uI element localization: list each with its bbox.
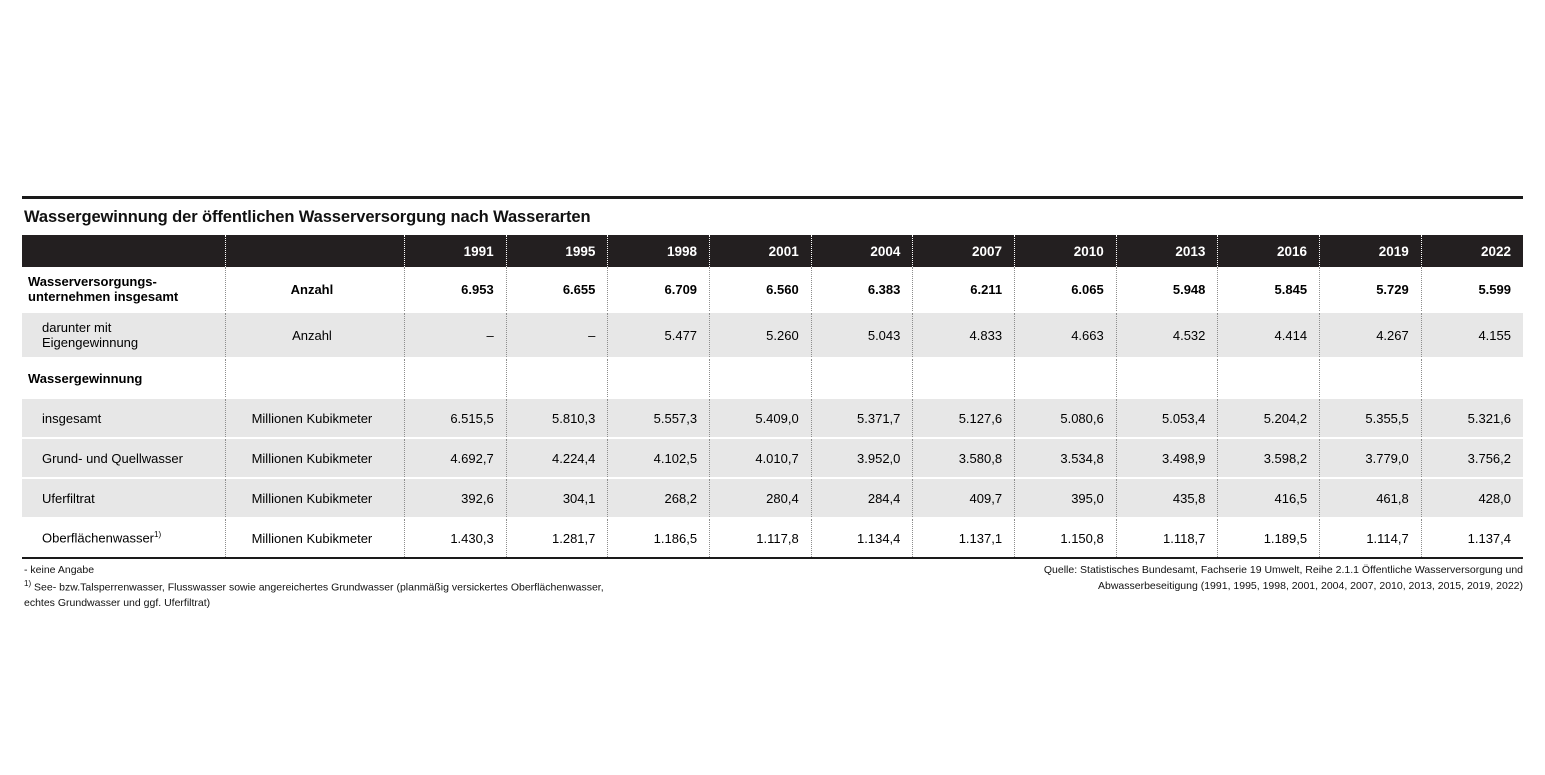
row-unit	[225, 358, 404, 398]
cell-value: 5.260	[710, 312, 812, 358]
cell-value: 1.137,4	[1421, 518, 1523, 557]
cell-value: 395,0	[1015, 478, 1117, 518]
cell-value: 268,2	[608, 478, 710, 518]
row-label-line2: Eigengewinnung	[42, 335, 139, 350]
cell-value: 3.598,2	[1218, 438, 1320, 478]
cell-value: 280,4	[710, 478, 812, 518]
cell-value: 5.948	[1116, 267, 1218, 312]
cell-value: 6.065	[1015, 267, 1117, 312]
cell-value: 5.371,7	[811, 398, 913, 438]
cell-value: 3.498,9	[1116, 438, 1218, 478]
header-year-2019: 2019	[1320, 235, 1422, 267]
cell-value: 3.534,8	[1015, 438, 1117, 478]
header-year-2001: 2001	[710, 235, 812, 267]
cell-value: 6.655	[506, 267, 608, 312]
cell-value: 416,5	[1218, 478, 1320, 518]
cell-value: 5.204,2	[1218, 398, 1320, 438]
row-label-bank-filtrate: Uferfiltrat	[22, 478, 225, 518]
table-row	[22, 358, 1523, 398]
cell-value: 4.833	[913, 312, 1015, 358]
cell-value: 6.709	[608, 267, 710, 312]
cell-value: –	[405, 312, 507, 358]
table-row	[22, 518, 1523, 557]
header-year-1991: 1991	[405, 235, 507, 267]
cell-value: 5.599	[1421, 267, 1523, 312]
table-body	[22, 267, 1523, 557]
footnotes	[22, 563, 1523, 611]
page-title: Wassergewinnung der öffentlichen Wasserversorgung nach Wasserarten	[24, 208, 591, 226]
cell-value: 1.150,8	[1015, 518, 1117, 557]
table-row	[22, 267, 1523, 312]
cell-value	[608, 358, 710, 398]
cell-value: 5.043	[811, 312, 913, 358]
table-header-row	[22, 235, 1523, 267]
row-label-text: Oberflächenwasser	[42, 530, 154, 546]
table-row	[22, 312, 1523, 358]
cell-value	[1015, 358, 1117, 398]
header-year-2022: 2022	[1421, 235, 1523, 267]
cell-value: 409,7	[913, 478, 1015, 518]
row-unit: Millionen Kubikmeter	[225, 518, 404, 557]
cell-value	[913, 358, 1015, 398]
row-label-line2: unternehmen insgesamt	[28, 289, 179, 304]
row-label-section-extraction: Wassergewinnung	[22, 358, 225, 398]
cell-value: 5.080,6	[1015, 398, 1117, 438]
cell-value: 4.224,4	[506, 438, 608, 478]
row-label-companies-total	[22, 267, 225, 312]
footnote-marker: 1)	[154, 530, 162, 540]
row-label-own-extraction	[22, 312, 225, 358]
table-header	[22, 235, 1523, 267]
cell-value	[1421, 358, 1523, 398]
source-note	[983, 563, 1523, 595]
footnote-one-marker: 1)	[24, 579, 32, 589]
cell-value	[811, 358, 913, 398]
cell-value: 6.211	[913, 267, 1015, 312]
cell-value: 1.134,4	[811, 518, 913, 557]
footnote-one	[22, 578, 953, 596]
cell-value: 3.779,0	[1320, 438, 1422, 478]
cell-value: 4.155	[1421, 312, 1523, 358]
header-year-2007: 2007	[913, 235, 1015, 267]
cell-value: 304,1	[506, 478, 608, 518]
row-label-line1: Wasserversorgungs-	[28, 274, 157, 289]
cell-value: 4.414	[1218, 312, 1320, 358]
cell-value: 1.114,7	[1320, 518, 1422, 557]
cell-value: 6.383	[811, 267, 913, 312]
cell-value: 5.845	[1218, 267, 1320, 312]
cell-value: 1.137,1	[913, 518, 1015, 557]
cell-value: 5.729	[1320, 267, 1422, 312]
cell-value: 3.756,2	[1421, 438, 1523, 478]
footnote-one-line2: echtes Grundwasser und ggf. Uferfiltrat)	[24, 596, 211, 609]
cell-value	[1218, 358, 1320, 398]
cell-value: 1.117,8	[710, 518, 812, 557]
cell-value: 1.186,5	[608, 518, 710, 557]
row-label-total: insgesamt	[22, 398, 225, 438]
header-year-1995: 1995	[506, 235, 608, 267]
cell-value: 3.952,0	[811, 438, 913, 478]
cell-value: 5.321,6	[1421, 398, 1523, 438]
row-unit: Anzahl	[225, 267, 404, 312]
cell-value: 6.560	[710, 267, 812, 312]
footnote-one-line1: See- bzw.Talsperrenwasser, Flusswasser sowie angereichertes Grundwasser (planmäßig versickertes Oberflächenwasser,	[34, 581, 604, 594]
table-sheet	[22, 196, 1523, 611]
cell-value: 428,0	[1421, 478, 1523, 518]
header-label-col	[22, 235, 225, 267]
table-row	[22, 398, 1523, 438]
cell-value: 4.010,7	[710, 438, 812, 478]
cell-value: 6.515,5	[405, 398, 507, 438]
table-row	[22, 478, 1523, 518]
cell-value: 1.281,7	[506, 518, 608, 557]
cell-value: –	[506, 312, 608, 358]
row-unit: Millionen Kubikmeter	[225, 398, 404, 438]
cell-value: 5.810,3	[506, 398, 608, 438]
water-extraction-table	[22, 235, 1523, 557]
cell-value	[1116, 358, 1218, 398]
cell-value: 5.409,0	[710, 398, 812, 438]
cell-value	[405, 358, 507, 398]
header-year-2004: 2004	[811, 235, 913, 267]
row-label-groundwater: Grund- und Quellwasser	[22, 438, 225, 478]
cell-value: 5.053,4	[1116, 398, 1218, 438]
cell-value	[1320, 358, 1422, 398]
bottom-divider	[22, 557, 1523, 559]
cell-value: 5.477	[608, 312, 710, 358]
cell-value: 1.189,5	[1218, 518, 1320, 557]
table-row	[22, 438, 1523, 478]
cell-value: 5.557,3	[608, 398, 710, 438]
cell-value: 4.102,5	[608, 438, 710, 478]
row-unit: Millionen Kubikmeter	[225, 478, 404, 518]
footnote-dash-note: - keine Angabe	[24, 564, 95, 576]
source-line-1: Quelle: Statistisches Bundesamt, Fachserie 19 Umwelt, Reihe 2.1.1 Öffentliche Wasserversorgung und	[1043, 564, 1523, 576]
header-year-2016: 2016	[1218, 235, 1320, 267]
cell-value: 1.430,3	[405, 518, 507, 557]
row-label-surface-water	[22, 518, 225, 557]
footnote-left-block	[22, 563, 953, 611]
cell-value: 5.355,5	[1320, 398, 1422, 438]
cell-value: 4.692,7	[405, 438, 507, 478]
header-year-2010: 2010	[1015, 235, 1117, 267]
row-label-line1: darunter mit	[42, 320, 112, 335]
header-year-2013: 2013	[1116, 235, 1218, 267]
cell-value: 4.532	[1116, 312, 1218, 358]
row-unit: Anzahl	[225, 312, 404, 358]
source-line-2: Abwasserbeseitigung (1991, 1995, 1998, 2001, 2004, 2007, 2010, 2013, 2015, 2019, 2022)	[1097, 579, 1523, 592]
cell-value	[710, 358, 812, 398]
header-year-1998: 1998	[608, 235, 710, 267]
cell-value: 461,8	[1320, 478, 1422, 518]
cell-value: 284,4	[811, 478, 913, 518]
cell-value: 6.953	[405, 267, 507, 312]
cell-value: 435,8	[1116, 478, 1218, 518]
header-unit-col	[225, 235, 404, 267]
cell-value: 3.580,8	[913, 438, 1015, 478]
cell-value: 5.127,6	[913, 398, 1015, 438]
cell-value: 4.663	[1015, 312, 1117, 358]
cell-value: 4.267	[1320, 312, 1422, 358]
cell-value: 1.118,7	[1116, 518, 1218, 557]
cell-value: 392,6	[405, 478, 507, 518]
cell-value	[506, 358, 608, 398]
row-unit: Millionen Kubikmeter	[225, 438, 404, 478]
